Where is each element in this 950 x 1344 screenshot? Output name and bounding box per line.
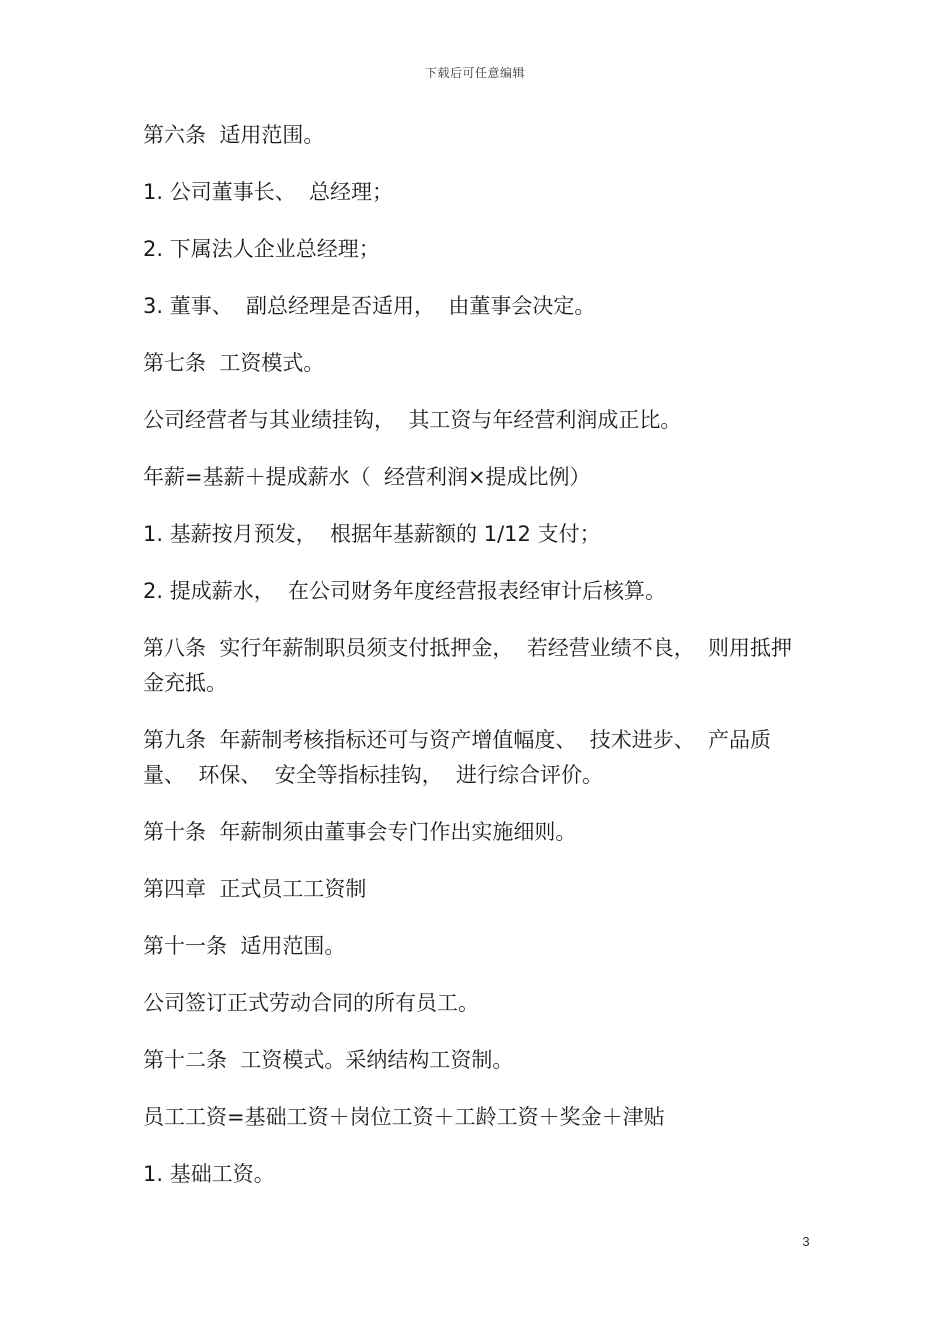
paragraph: 2. 提成薪水， 在公司财务年度经营报表经审计后核算。 bbox=[143, 579, 667, 603]
paragraph: 1. 公司董事长、 总经理； bbox=[143, 180, 394, 204]
paragraph: 3. 董事、 副总经理是否适用， 由董事会决定。 bbox=[143, 294, 596, 318]
paragraph: 第八条 实行年薪制职员须支付抵押金， 若经营业绩不良， 则用抵押金充抵。 bbox=[143, 636, 793, 695]
paragraph: 1. 基础工资。 bbox=[143, 1162, 275, 1186]
paragraph: 年薪=基薪＋提成薪水（ 经营利润×提成比例） bbox=[143, 465, 591, 489]
paragraph: 第七条 工资模式。 bbox=[143, 351, 325, 375]
paragraph: 2. 下属法人企业总经理； bbox=[143, 237, 380, 261]
paragraph: 第九条 年薪制考核指标还可与资产增值幅度、 技术进步、 产品质量、 环保、 安全等指标挂钩， 进行综合评价。 bbox=[143, 728, 772, 787]
document-body bbox=[143, 118, 803, 1214]
paragraph: 第六条 适用范围。 bbox=[143, 123, 325, 147]
page-header: 下载后可任意编辑 bbox=[424, 66, 525, 80]
paragraph: 公司经营者与其业绩挂钩， 其工资与年经营利润成正比。 bbox=[143, 408, 682, 432]
chapter-heading: 第四章 正式员工工资制 bbox=[143, 877, 367, 901]
paragraph: 1. 基薪按月预发， 根据年基薪额的 1/12 支付； bbox=[143, 522, 601, 546]
page-number: 3 bbox=[802, 1234, 810, 1249]
paragraph: 第十二条 工资模式。采纳结构工资制。 bbox=[143, 1048, 514, 1072]
paragraph: 员工工资=基础工资＋岗位工资＋工龄工资＋奖金＋津贴 bbox=[143, 1105, 665, 1129]
paragraph: 公司签订正式劳动合同的所有员工。 bbox=[143, 991, 479, 1015]
paragraph: 第十条 年薪制须由董事会专门作出实施细则。 bbox=[143, 820, 577, 844]
paragraph: 第十一条 适用范围。 bbox=[143, 934, 346, 958]
